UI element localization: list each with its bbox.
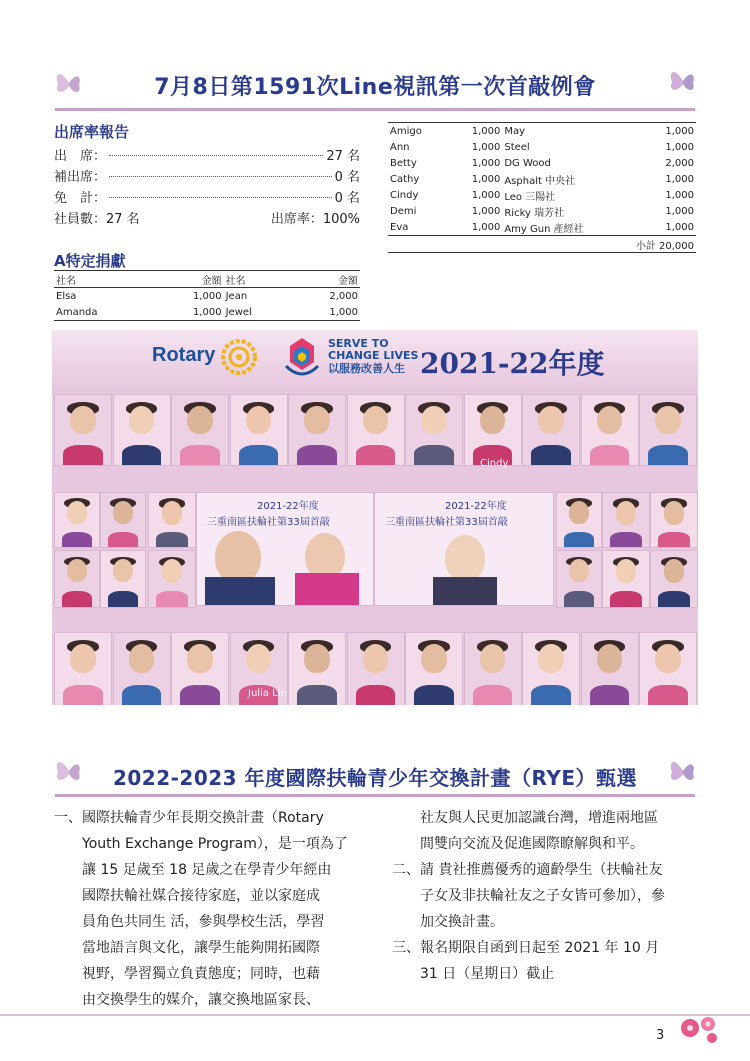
video-tile: [650, 492, 698, 548]
person-body: [62, 591, 93, 608]
video-tile: [602, 550, 650, 608]
table-header: 金額: [153, 271, 224, 288]
donation-amount: 1,000: [665, 189, 694, 201]
attendance-row: [54, 187, 360, 206]
person-face: [421, 644, 446, 673]
body-text-line: Youth Exchange Program），是一項為了: [54, 836, 348, 852]
donor-name: Betty: [390, 157, 417, 169]
donation-amount: 2,000: [665, 157, 694, 169]
person-body: [62, 532, 93, 548]
person-face: [113, 559, 133, 582]
person-face: [187, 406, 212, 435]
person-body: [63, 685, 102, 705]
person-face: [363, 406, 388, 435]
donor-name: Eva: [388, 219, 448, 236]
person-body: [610, 591, 642, 608]
person-face: [480, 644, 505, 673]
video-tile: [54, 492, 100, 548]
body-text-line: 讓 15 足歲至 18 足歲之在學青少年經由: [54, 862, 332, 878]
person-face: [655, 644, 680, 673]
person-body: [156, 591, 188, 608]
serve-text-3: 以服務改善人生: [328, 362, 405, 375]
person-body: [108, 532, 139, 548]
body-text-line: 間雙向交流及促進國際瞭解與和平。: [392, 836, 644, 852]
donation-amount: 1,000: [471, 205, 501, 217]
body-text-line: 子女及非扶輪社友之子女皆可參加），參: [392, 888, 665, 904]
donation-row: [388, 139, 696, 155]
donation-amount: 1,000: [641, 219, 696, 236]
person-face: [304, 644, 329, 673]
photo-banner: [52, 330, 698, 392]
video-tile: [522, 632, 580, 705]
donor-name: Jewel: [224, 304, 290, 321]
donation-row: [388, 155, 696, 171]
body-text-line: 加交換計畫。: [392, 914, 504, 930]
donation-row: [388, 219, 696, 236]
presenter-card-right: [374, 492, 554, 606]
video-tile: [113, 632, 171, 705]
table-header: 社名: [224, 271, 290, 288]
person-body: [531, 685, 570, 705]
donor-name: May: [502, 123, 641, 140]
donation-amount: 1,000: [471, 157, 501, 169]
video-tile: [405, 394, 463, 466]
donation-amount: 1,000: [665, 173, 694, 185]
donation-amount: 1,000: [665, 205, 694, 217]
person-face: [597, 406, 622, 435]
person-face: [162, 559, 183, 583]
person-body: [63, 445, 102, 466]
person-body: [156, 532, 188, 548]
person-body: [108, 591, 139, 608]
donation-amount: 1,000: [448, 219, 503, 236]
attendance-label: 免 計：: [54, 191, 107, 206]
video-tile: [171, 394, 229, 466]
butterfly-icon: [666, 754, 700, 788]
video-tile: [405, 632, 463, 705]
title-underline: [55, 794, 695, 797]
person-face: [597, 644, 622, 673]
rotary-wordmark: Rotary: [152, 344, 216, 366]
special-donation-table: [54, 270, 360, 321]
special-donation-heading: A特定捐獻: [54, 252, 126, 270]
donation-amount: 1,000: [192, 290, 222, 302]
attendance-rate: 出席率：100%: [270, 212, 360, 227]
person-face: [129, 406, 154, 435]
person-face: [246, 644, 271, 673]
video-tile: [581, 394, 639, 466]
attendance-value: 0 名: [334, 170, 360, 185]
donor-name: Amanda: [54, 304, 153, 321]
person-face: [538, 644, 563, 673]
video-tile: [288, 394, 346, 466]
attendance-row: [54, 166, 360, 185]
donation-row: [388, 187, 696, 203]
donor-name: Cindy: [390, 189, 419, 201]
person-face: [70, 406, 95, 435]
person-face: [70, 644, 95, 673]
donor-name: Ann: [390, 141, 410, 153]
person-body: [297, 685, 336, 705]
person-face: [246, 406, 271, 435]
person-face: [569, 559, 589, 582]
video-tile: [522, 394, 580, 466]
person-face: [616, 501, 637, 525]
person-face: [655, 406, 680, 435]
person-body: [473, 685, 512, 705]
video-tile: [347, 632, 405, 705]
person-body: [122, 685, 161, 705]
video-tile: [288, 632, 346, 705]
donation-amount: 1,000: [471, 141, 501, 153]
video-tile: [581, 632, 639, 705]
person-face: [664, 559, 685, 583]
body-text-line: 由交換學生的媒介，讓交換地區家長、: [54, 992, 320, 1008]
butterfly-icon: [666, 64, 700, 98]
person-face: [616, 559, 637, 583]
person-face: [187, 644, 212, 673]
attendance-summary: [54, 208, 360, 227]
donation-amount: 1,000: [665, 141, 694, 153]
video-tile: [639, 394, 697, 466]
body-text-line: 31 日（星期日）截止: [392, 966, 555, 982]
video-tile: [230, 394, 288, 466]
participant-name: Cindy: [480, 458, 509, 469]
donor-name: Asphalt 中央社: [504, 175, 576, 187]
presenter-card-left: [196, 492, 374, 606]
person-body: [648, 685, 687, 705]
person-face: [664, 501, 685, 525]
person-body: [610, 532, 642, 548]
attendance-heading: 出席率報告: [54, 123, 130, 141]
person-body: [658, 591, 690, 608]
person-body: [590, 685, 629, 705]
body-text-line: 當地語言與文化，讓學生能夠開拓國際: [54, 940, 320, 956]
person-body: [180, 685, 219, 705]
donor-name: Steel: [504, 141, 530, 153]
person-face: [67, 559, 87, 582]
video-tile: [464, 632, 522, 705]
body-text-line: 國際扶輪社媒合接待家庭，並以家庭成: [54, 888, 320, 904]
video-tile: [54, 394, 112, 466]
person-dress: [295, 573, 359, 606]
person-face: [363, 644, 388, 673]
attendance-label: 補出席：: [54, 170, 107, 185]
donation-amount: 1,000: [471, 189, 501, 201]
table-header: 金額: [289, 271, 360, 288]
person-face: [421, 406, 446, 435]
attendance-label: 出 席：: [54, 149, 107, 164]
body-left-column: [54, 805, 376, 1013]
person-face: [113, 501, 133, 524]
person-body: [658, 532, 690, 548]
donation-row: [388, 171, 696, 187]
donor-name: Leo 三陽社: [504, 191, 556, 203]
body-text-line: 視野，學習獨立負責態度；同時，也藉: [54, 966, 320, 982]
rotary-wheel-icon: [220, 338, 258, 376]
video-tile: [347, 394, 405, 466]
table-header: 社名: [54, 271, 153, 288]
donor-name: Ricky 瑞芳社: [504, 207, 565, 219]
person-body: [122, 445, 161, 466]
page-number: 3: [656, 1028, 665, 1043]
participant-name: Julia Lin: [248, 688, 287, 699]
video-tile: [556, 492, 602, 548]
card-year: 2021-22年度: [257, 501, 319, 512]
card-title: 三重南區扶輪社第33屆首敲: [207, 517, 330, 528]
video-tile: [113, 394, 171, 466]
donation-amount: 2,000: [329, 290, 358, 302]
meeting-photo: [52, 330, 698, 705]
attendance-row: [54, 145, 360, 164]
card-year: 2021-22年度: [445, 501, 507, 512]
video-tile: [54, 632, 112, 705]
person-face: [569, 501, 589, 524]
flower-icon: [676, 1010, 724, 1046]
body-text-line: 員角色共同生 活，參與學校生活，學習: [54, 914, 325, 930]
person-face: [445, 535, 485, 581]
donation-row: [388, 203, 696, 219]
person-face: [215, 531, 261, 583]
donation-amount: 1,000: [153, 304, 224, 321]
donor-name: Amigo: [388, 123, 448, 140]
person-body: [297, 445, 336, 466]
person-face: [162, 501, 183, 525]
video-tile: [639, 632, 697, 705]
attendance-value: 0 名: [334, 191, 360, 206]
person-suit: [433, 577, 497, 606]
video-tile: [148, 492, 196, 548]
donation-subtotal: 小計 20,000: [388, 236, 696, 253]
person-body: [531, 445, 570, 466]
donor-name: Jean: [225, 290, 248, 302]
member-count: 社員數：27 名: [54, 212, 140, 227]
serve-text-1: SERVE TO: [328, 337, 389, 350]
donation-amount: 1,000: [471, 173, 501, 185]
donation-amount: 1,000: [448, 123, 503, 140]
person-body: [414, 685, 453, 705]
body-text-line: 三、報名期限自函到日起至 2021 年 10 月: [392, 940, 660, 956]
body-text-line: 二、請 貴社推薦優秀的適齡學生（扶輪社友: [392, 862, 663, 878]
title-underline: [55, 108, 695, 111]
video-tile: [100, 550, 146, 608]
attendance-value: 27 名: [326, 149, 360, 164]
video-tile: [148, 550, 196, 608]
footer-line: [0, 1014, 750, 1016]
donation-row: [388, 123, 696, 140]
video-tile: [602, 492, 650, 548]
serve-text-2: CHANGE LIVES: [328, 349, 419, 362]
person-body: [239, 445, 278, 466]
person-body: [414, 445, 453, 466]
person-body: [648, 445, 687, 466]
person-body: [564, 591, 595, 608]
video-tile: [100, 492, 146, 548]
person-face: [480, 406, 505, 435]
video-tile: [556, 550, 602, 608]
person-body: [356, 445, 395, 466]
body-right-column: [392, 805, 702, 987]
donor-name: Demi: [390, 205, 417, 217]
card-title: 三重南區扶輪社第33屆首敲: [385, 517, 508, 528]
video-tile: [464, 394, 522, 466]
section-title-meeting: 7月8日第1591次Line視訊第一次首敲例會: [154, 75, 596, 100]
donation-amount: 1,000: [641, 123, 696, 140]
person-body: [564, 532, 595, 548]
person-face: [129, 644, 154, 673]
year-label: 2021-22年度: [420, 347, 605, 380]
section-title-rye: 2022-2023 年度國際扶輪青少年交換計畫（RYE）甄選: [112, 766, 638, 790]
person-face: [304, 406, 329, 435]
person-body: [356, 685, 395, 705]
person-body: [590, 445, 629, 466]
donor-name: DG Wood: [504, 157, 551, 169]
person-face: [67, 501, 87, 524]
person-suit: [205, 577, 275, 606]
video-tile: [650, 550, 698, 608]
donor-name: Elsa: [56, 290, 77, 302]
body-text-line: 一、國際扶輪青少年長期交換計畫（Rotary: [54, 810, 324, 826]
video-tile: [171, 632, 229, 705]
donor-name: Cathy: [390, 173, 420, 185]
donation-table: [388, 122, 696, 253]
donor-name: Amy Gun 產經社: [502, 219, 641, 236]
video-tile: [54, 550, 100, 608]
body-text-line: 社友與人民更加認識台灣，增進兩地區: [392, 810, 658, 826]
person-face: [538, 406, 563, 435]
person-body: [180, 445, 219, 466]
donation-amount: 1,000: [289, 304, 360, 321]
serve-logo-icon: [280, 336, 324, 380]
